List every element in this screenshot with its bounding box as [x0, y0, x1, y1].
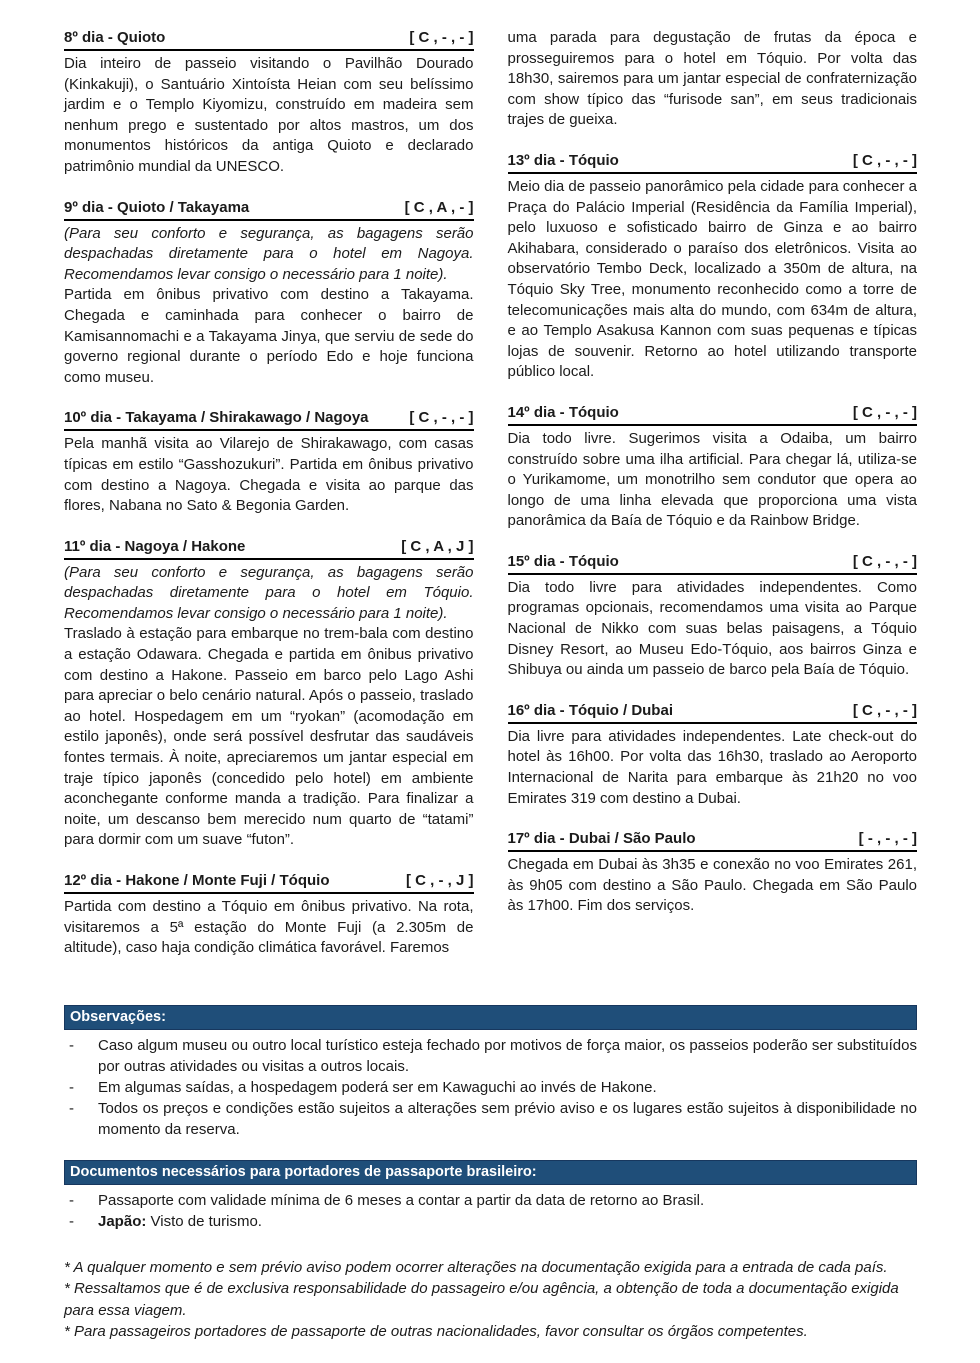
day-paragraph: Dia inteiro de passeio visitando o Pavilhão Dourado (Kinkakuji), o Santuário Xintoísta Heian com seu belíssimo jardim e o Templo Kiyomizu, construído em madeira sem nenhum prego e sustentado por altos mastros, um dos monumentos históricos da antiga Quioto e declarado patrimônio mundial da UNESCO.: [64, 55, 474, 175]
day-title: 9º dia - Quioto / Takayama: [64, 198, 250, 216]
day-header: [508, 829, 918, 852]
day-section: [508, 151, 918, 383]
day-title: 17º dia - Dubai / São Paulo: [507, 830, 696, 848]
day-meal-code: [ C , A , J ]: [401, 537, 474, 555]
day-paragraph: Pela manhã visita ao Vilarejo de Shirakawago, com casas típicas em estilo “Gasshozukuri”. Partida em ônibus privativo com destino a Nagoya. Chegada e visita ao parque das flores, Nabana no Sato & Begonia Garden.: [64, 435, 474, 515]
documentos-list: [64, 1190, 917, 1232]
day-title: 10º dia - Takayama / Shirakawago / Nagoya: [64, 409, 369, 427]
day-meal-code: [ C , - , - ]: [852, 403, 917, 421]
day-section: [508, 829, 918, 917]
day-paragraph: Dia livre para atividades independentes. Late check-out do hotel às 16h00. Por volta das 16h30, traslado ao Aeroporto Internacional de Narita para embarque às 21h20 no voo Emirates 319 com destino a Dubai.: [507, 727, 917, 807]
day-paragraph: Partida com destino a Tóquio em ônibus privativo. Na rota, visitaremos a 5ª estação do Monte Fuji (a 2.305m de altitude), caso haja condição climática favorável. Faremos: [64, 898, 474, 957]
day-section: [64, 28, 474, 178]
day-paragraph: Dia todo livre para atividades independentes. Como programas opcionais, recomendamos uma visita ao Parque Nacional de Nikko com suas belas paisagens, a Tóquio Disney Resort, ao Museu Edo-Tóquio, aos bairros Ginza e Shibuya ou ainda um passeio de barco pela Baía de Tóquio.: [507, 578, 917, 679]
day-header: [508, 701, 918, 724]
footnote: * A qualquer momento e sem prévio aviso podem ocorrer alterações na documentação exigida para a entrada de cada país.: [64, 1258, 888, 1276]
bullet-text: Em algumas saídas, a hospedagem poderá ser em Kawaguchi ao invés de Hakone.: [98, 1078, 657, 1096]
documentos-header-bar: [64, 1160, 917, 1185]
day-title: 11º dia - Nagoya / Hakone: [64, 537, 246, 555]
day-section-continuation: [508, 28, 918, 131]
day-title: 12º dia - Hakone / Monte Fuji / Tóquio: [64, 872, 330, 889]
day-header: [64, 537, 474, 560]
bullet-text: Passaporte com validade mínima de 6 meses a contar a partir da data de retorno ao Brasil.: [98, 1191, 705, 1209]
day-section: [64, 537, 474, 851]
day-paragraph: Traslado à estação para embarque no trem-bala com destino a estação Odawara. Chegada e partida em ônibus privativo com destino a Hakone. Passeio em barco pelo Lago Ashi para apreciar o belo cenário natural. Após o passeio, traslado ao hotel. Hospedagem em um “ryokan” (acomodação em estilo japonês), onde será possível desfrutar das saudáveis fontes termais. À noite, apreciaremos um jantar especial em traje típico japonês (concedido pelo hotel) em ambiente aconchegante conforme manda a tradição. Para finalizar a noite, um descanso bem merecido num quarto de “tatami” para dormir com um suave “futon”.: [64, 625, 474, 849]
day-paragraph: Partida em ônibus privativo com destino a Takayama. Chegada e caminhada para conhecer o bairro de Kamisannomachi e a Takayama Jinya, que serviu de sede do governo regional durante o período Edo e hoje funciona como museu.: [64, 286, 474, 386]
day-meal-code: [ C , - , - ]: [852, 701, 917, 719]
day-header: [508, 403, 918, 426]
day-meal-code: [ C , A , - ]: [404, 198, 474, 216]
bullet-text: Todos os preços e condições estão sujeitos a alterações sem prévio aviso e os lugares estão sujeitos à disponibilidade no momento da reserva.: [98, 1099, 917, 1138]
day-paragraph: Dia todo livre. Sugerimos visita a Odaiba, um bairro construído sobre uma ilha artificial. Para chegar lá, utiliza-se o Yurikamome, um monotrilho sem condutor que opera ao longo de uma linha elevada que proporciona uma vista panorâmica da Baía de Tóquio e da Rainbow Bridge.: [507, 429, 917, 530]
day-section: [64, 871, 474, 959]
right-column: [508, 28, 918, 979]
day-section: [508, 552, 918, 681]
bullet-dash: -: [69, 1078, 74, 1096]
footnotes-block: [64, 1257, 917, 1343]
footnote: * Para passageiros portadores de passaporte de outras nacionalidades, favor consultar os órgãos competentes.: [64, 1323, 808, 1341]
day-meal-code: [ C , - , - ]: [409, 409, 474, 427]
bullet-text: Caso algum museu ou outro local turístico esteja fechado por motivos de força maior, os passeios poderão ser substituídos por outras atividades ou visitas a outros locais.: [98, 1036, 917, 1075]
day-title: 13º dia - Tóquio: [507, 151, 619, 169]
day-section: [508, 403, 918, 532]
bullet-item: [64, 1077, 917, 1098]
day-header: [508, 151, 918, 174]
bullet-item: [64, 1098, 917, 1140]
day-title: 16º dia - Tóquio / Dubai: [507, 701, 673, 719]
day-meal-code: [ C , - , - ]: [409, 29, 474, 46]
day-paragraph: uma parada para degustação de frutas da época e prosseguiremos para o hotel em Tóquio. Por volta das 18h30, sairemos para um jantar especial de confraternização com show típico das “furisode san”, em seus tradicionais trajes de gueixa.: [507, 29, 917, 129]
day-header: [64, 871, 474, 894]
day-section: [64, 198, 474, 389]
bullet-dash: -: [69, 1036, 74, 1054]
documentos-header-label: Documentos necessários para portadores de passaporte brasileiro:: [70, 1163, 537, 1180]
bullet-item: [64, 1211, 917, 1232]
bullet-dash: -: [69, 1099, 74, 1117]
day-header: [64, 408, 474, 431]
day-paragraph: Chegada em Dubai às 3h35 e conexão no voo Emirates 261, às 9h05 com destino a São Paulo. Chegada em São Paulo às 17h00. Fim dos serviços.: [507, 856, 917, 915]
bullet-text: Japão: Visto de turismo.: [98, 1212, 262, 1230]
day-paragraph: Meio dia de passeio panorâmico pela cidade para conhecer a Praça do Palácio Imperial (Residência da Família Imperial), pelo luxuoso e sofisticado bairro de Ginza e ao bairro Akihabara, considerado o paraíso dos eletrônicos. Visita ao observatório Tembo Deck, localizado a 350m de altura, na Tóquio Sky Tree, monumento reconhecido como a torre de telecomunicações mais alta do mundo, com 634m de altura, e ao Templo Asakusa Kannon com suas pequenas e típicas lojas de souvenir. Retorno ao hotel utilizando transporte público local.: [507, 177, 917, 381]
two-column-layout: [64, 28, 917, 979]
left-column: [64, 28, 474, 979]
day-section: [508, 701, 918, 809]
day-paragraph: (Para seu conforto e segurança, as bagagens serão despachadas diretamente para o hotel em Tóquio. Recomendamos levar consigo o necessário para 1 noite).: [64, 563, 474, 622]
day-header: [508, 552, 918, 575]
bullet-item: [64, 1190, 917, 1211]
observacoes-header-bar: [64, 1005, 917, 1030]
bullet-dash: -: [69, 1191, 74, 1209]
bullet-dash: -: [69, 1212, 74, 1230]
observacoes-header-label: Observações:: [70, 1008, 166, 1025]
bullet-item: [64, 1035, 917, 1077]
day-meal-code: [ C , - , J ]: [406, 872, 474, 889]
day-meal-code: [ C , - , - ]: [852, 552, 917, 570]
day-paragraph: (Para seu conforto e segurança, as bagagens serão despachadas diretamente para o hotel em Nagoya. Recomendamos levar consigo o necessário para 1 noite).: [64, 224, 474, 283]
day-meal-code: [ C , - , - ]: [852, 151, 917, 169]
footnote: * Ressaltamos que é de exclusiva responsabilidade do passageiro e/ou agência, a obtenção de toda a documentação exigida para essa viagem.: [64, 1280, 899, 1319]
day-header: [64, 28, 474, 51]
day-title: 8º dia - Quioto: [64, 29, 166, 46]
day-title: 15º dia - Tóquio: [507, 552, 619, 570]
day-section: [64, 408, 474, 516]
day-header: [64, 198, 474, 221]
bullet-bold-prefix: Japão:: [98, 1212, 147, 1230]
day-title: 14º dia - Tóquio: [507, 403, 619, 421]
observacoes-list: [64, 1035, 917, 1140]
day-meal-code: [ - , - , - ]: [858, 830, 917, 848]
